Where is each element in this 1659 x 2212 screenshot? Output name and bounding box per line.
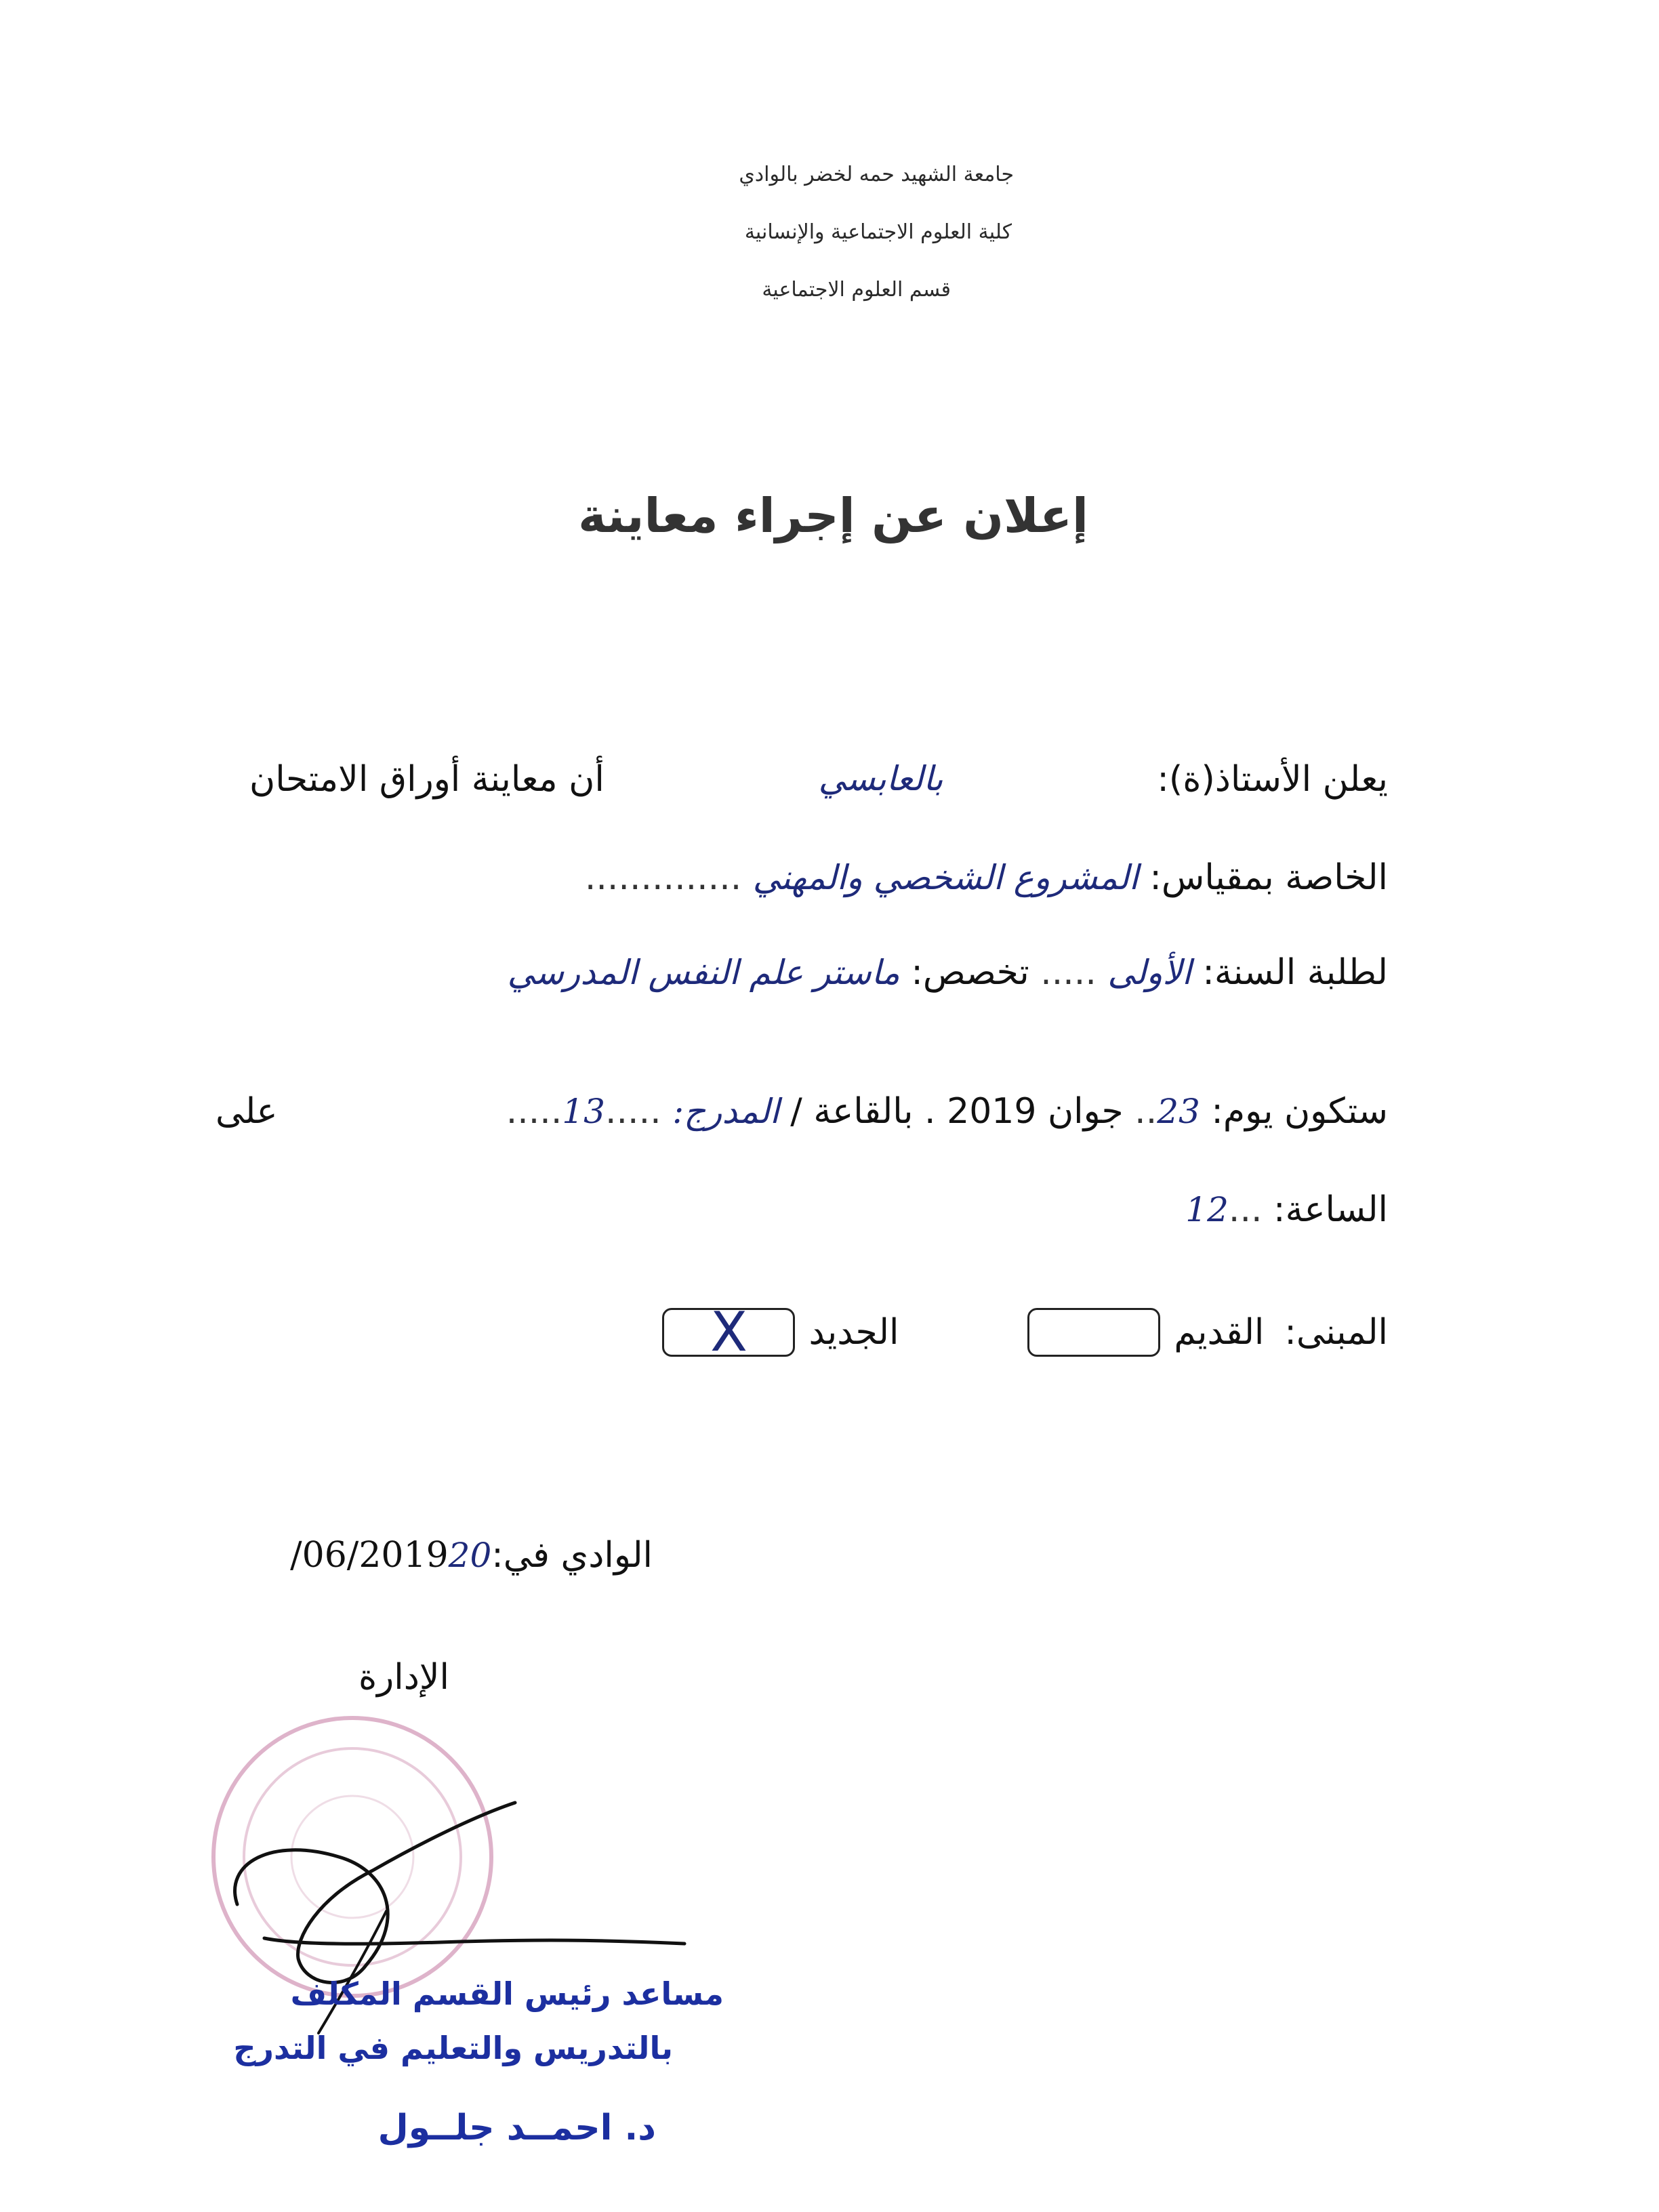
on-label: على (216, 1091, 278, 1132)
new-building-checkbox[interactable] (662, 1300, 795, 1364)
new-label: الجديد (808, 1312, 899, 1353)
time-label: الساعة: (1273, 1189, 1388, 1230)
fill-dots: .............. (584, 857, 742, 898)
check-x-mark: X (710, 1300, 747, 1364)
document-title: إعلان عن إجراء معاينة (578, 488, 1088, 544)
announce-line (249, 759, 1388, 800)
day-label: ستكون يوم: (1211, 1091, 1388, 1132)
hall-label: المدرج: (672, 1092, 779, 1131)
specialty-label: تخصص: (911, 952, 1029, 993)
month-year: جوان 2019 . بالقاعة / (790, 1091, 1124, 1132)
faculty-name: كلية العلوم الاجتماعية والإنسانية (744, 220, 1012, 244)
announce-label: يعلن الأستاذ(ة): (1157, 759, 1388, 800)
year-line: لطلبة السنة: الأولى ..... تخصص: ماستر علم النفس المدرسي (507, 952, 1388, 993)
module-line (585, 857, 1388, 898)
department-name: قسم العلوم الاجتماعية (762, 278, 951, 302)
time-value: 12 (1185, 1190, 1229, 1229)
building-line (662, 1300, 1388, 1364)
date-hall-line: ستكون يوم: 23.. جوان 2019 . بالقاعة / المدرج: .....13..... على (216, 1091, 1388, 1132)
old-label: القديم (1174, 1312, 1265, 1353)
announce-rest: أن معاينة أوراق الامتحان (249, 759, 605, 800)
signer-title-1: مساعد رئيس القسم المكلف (290, 1975, 724, 2012)
university-name: جامعة الشهيد حمه لخضر بالوادي (739, 163, 1014, 186)
module-label: الخاصة بمقياس: (1149, 857, 1388, 898)
day-value: 23 (1157, 1092, 1200, 1131)
place-label: الوادي في: (491, 1535, 653, 1576)
specialty-value: ماستر علم النفس المدرسي (507, 953, 900, 992)
building-label: المبنى: (1284, 1312, 1388, 1353)
professor-name: بالعابسي (818, 759, 943, 798)
hall-value: 13 (562, 1092, 605, 1131)
administration-label: الإدارة (358, 1657, 449, 1698)
date-rest: /06/2019 (290, 1535, 449, 1576)
date-day: 20 (448, 1536, 492, 1575)
year-label: لطلبة السنة: (1202, 952, 1388, 993)
old-building-checkbox[interactable] (1027, 1308, 1160, 1357)
module-name: المشروع الشخصي والمهني (752, 858, 1139, 897)
signer-title-2: بالتدريس والتعليم في التدرج (233, 2030, 673, 2066)
place-date (290, 1535, 653, 1576)
year-value: الأولى (1107, 953, 1191, 992)
signer-name: د. احمــد جلــول (377, 2108, 656, 2148)
time-line: الساعة: ...12 (1185, 1189, 1388, 1230)
